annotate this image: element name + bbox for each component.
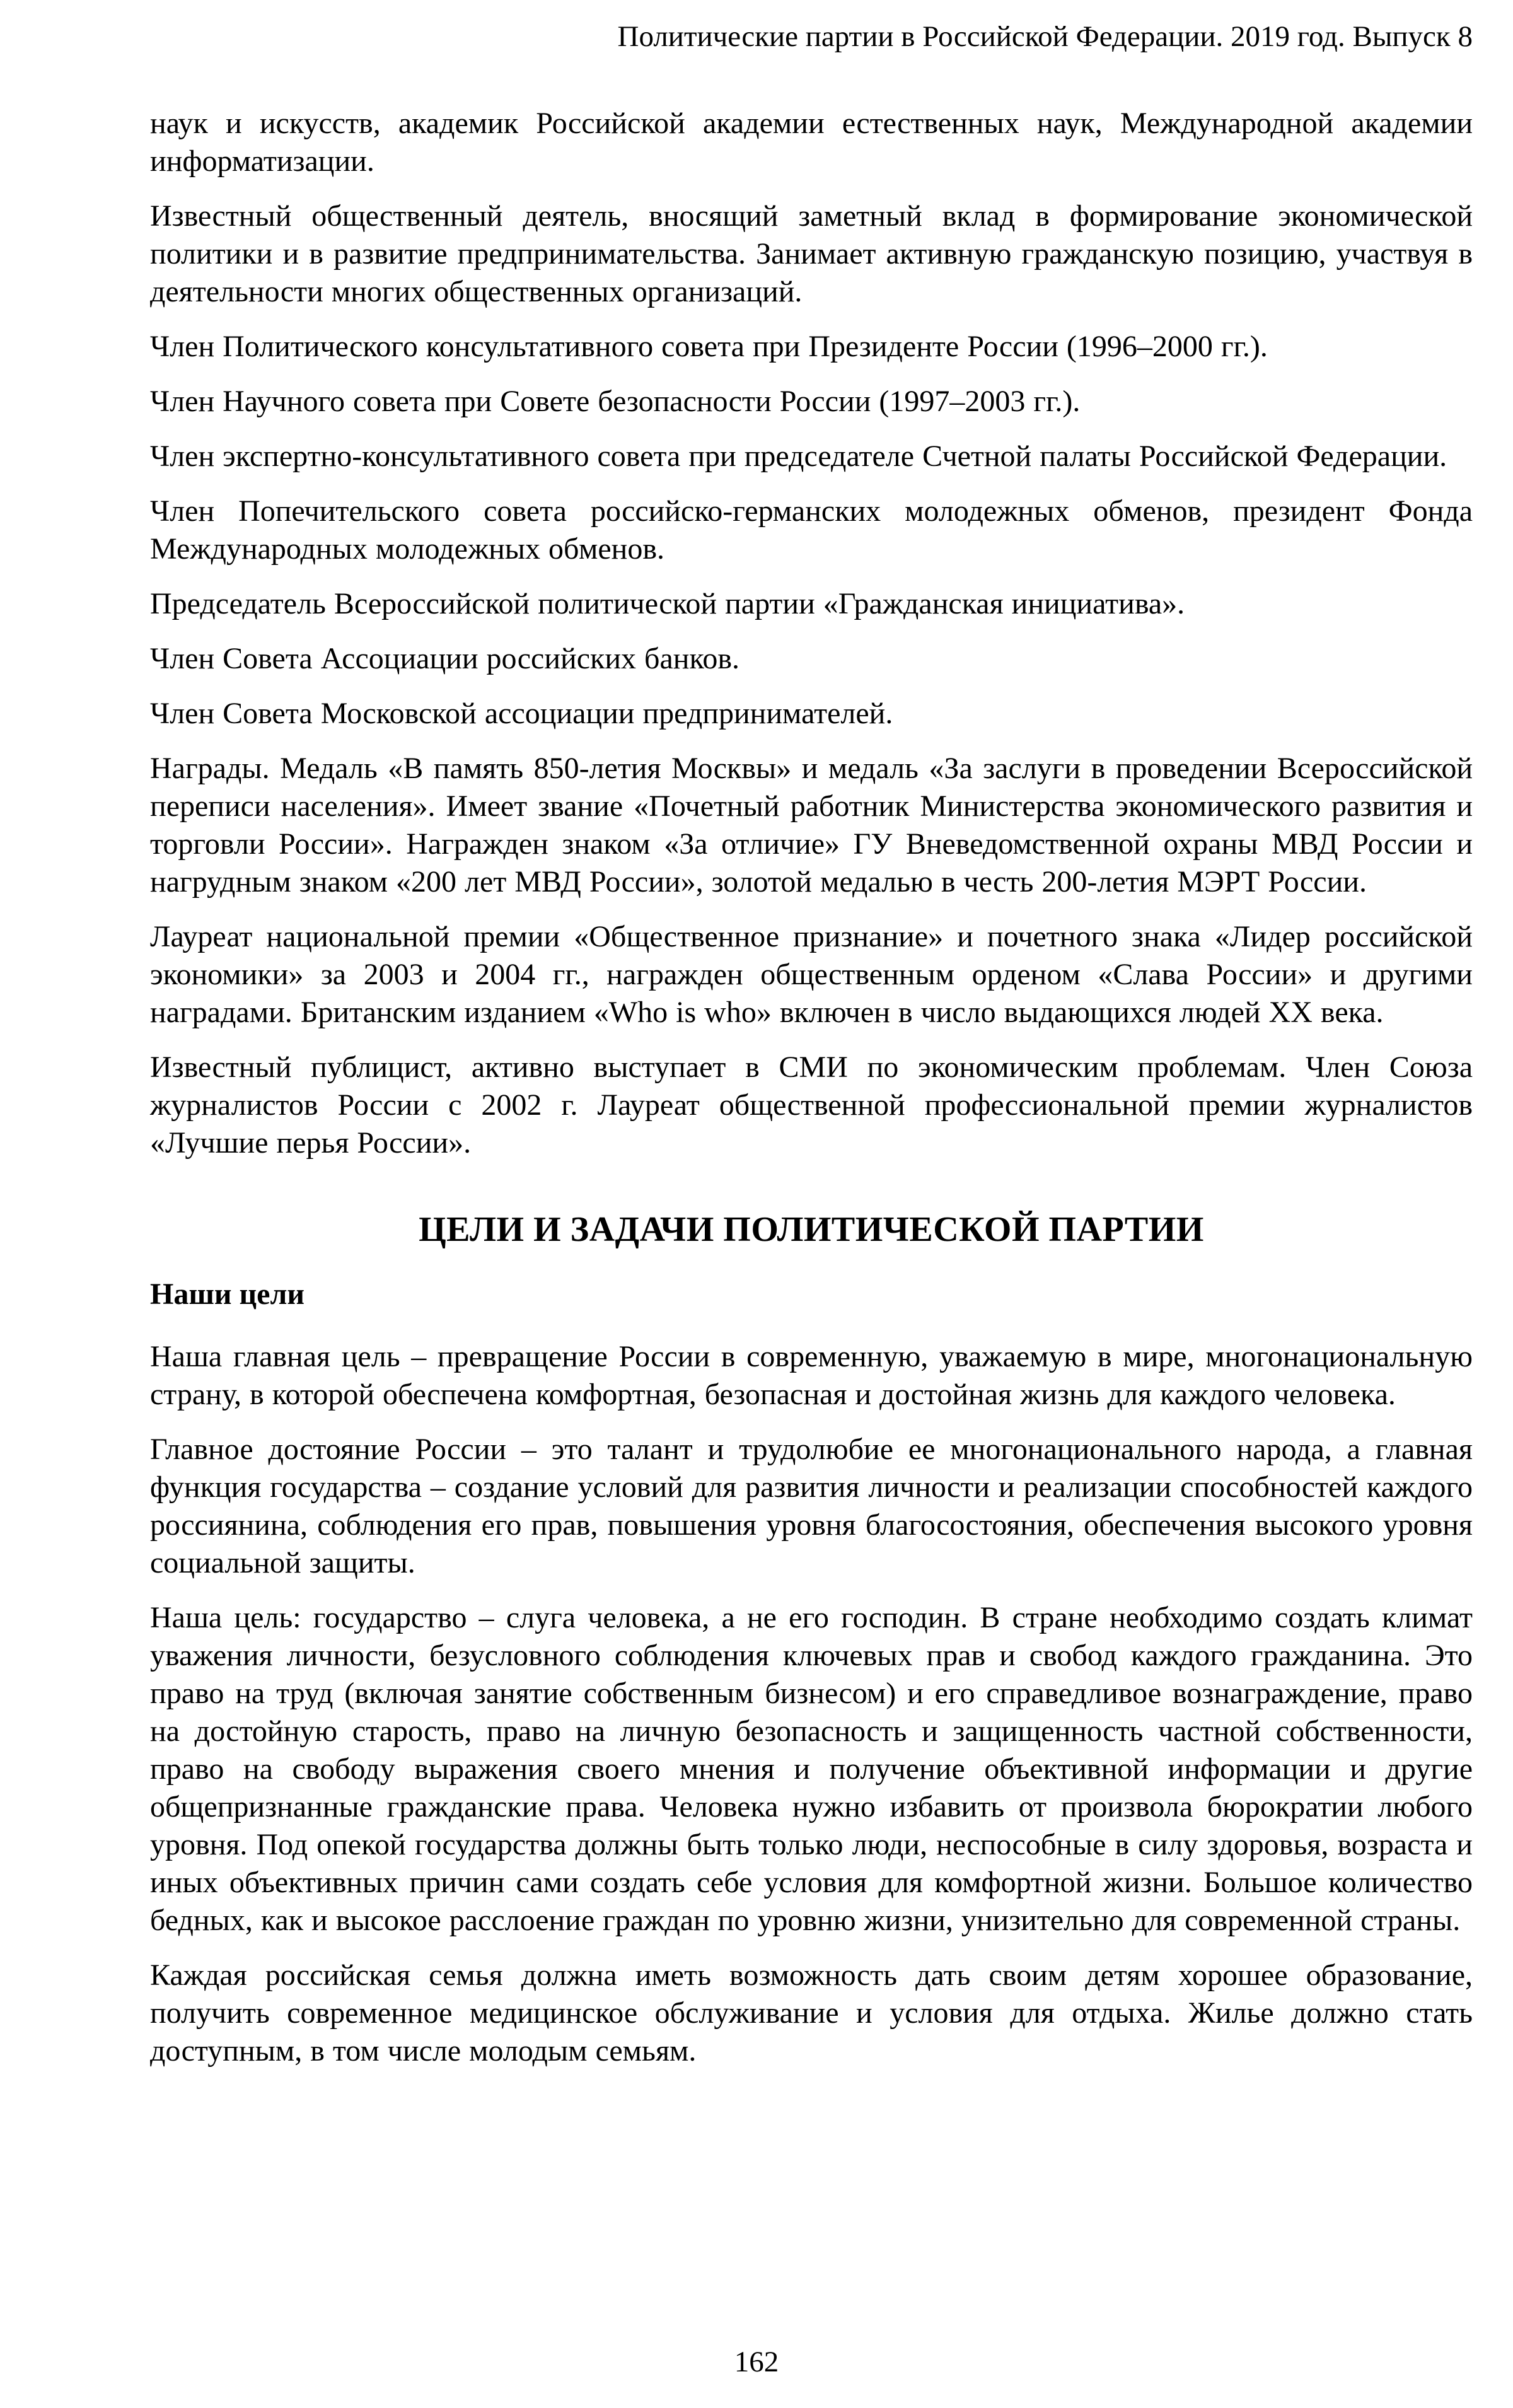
- bio-paragraph: Лауреат национальной премии «Общественное признание» и почетного знака «Лидер российской экономики» за 2003 и 2004 гг., награжден общественным орденом «Слава России» и другими наградами. Британским изданием «Who is who» включен в число выдающихся людей XX века.: [150, 920, 1473, 1029]
- bio-paragraph: Член экспертно-консультативного совета при председателе Счетной палаты Российской Федерации.: [150, 439, 1447, 473]
- section-heading: ЦЕЛИ И ЗАДАЧИ ПОЛИТИЧЕСКОЙ ПАРТИИ: [419, 1210, 1204, 1249]
- bio-paragraph: Член Научного совета при Совете безопасности России (1997–2003 гг.).: [150, 385, 1081, 418]
- goals-paragraph: Наша главная цель – превращение России в современную, уважаемую в мире, многонациональную страну, в которой обеспечена комфортная, безопасная и достойная жизнь для каждого человека.: [150, 1340, 1473, 1412]
- bio-paragraph: наук и искусств, академик Российской академии естественных наук, Международной академии информатизации.: [150, 107, 1473, 178]
- bio-paragraph: Известный публицист, активно выступает в СМИ по экономическим проблемам. Член Союза журналистов России с 2002 г. Лауреат общественной профессиональной премии журналистов «Лучшие перья России».: [150, 1050, 1473, 1160]
- bio-paragraph: Председатель Всероссийской политической партии «Гражданская инициатива».: [150, 587, 1185, 620]
- biography-section: [150, 105, 1473, 1162]
- goals-paragraph: Каждая российская семья должна иметь возможность дать своим детям хорошее образование, получить современное медицинское обслуживание и условия для отдыха. Жилье должно стать доступным, в том числе молодым семьям.: [150, 1958, 1473, 2068]
- bio-paragraph: Член Попечительского совета российско-германских молодежных обменов, президент Фонда Международных молодежных обменов.: [150, 494, 1473, 566]
- bio-paragraph: Член Политического консультативного совета при Президенте России (1996–2000 гг.).: [150, 330, 1268, 363]
- text-column: [150, 0, 1473, 2070]
- page-number: 162: [734, 2346, 779, 2378]
- bio-paragraph: Награды. Медаль «В память 850-летия Москвы» и медаль «За заслуги в проведении Всероссийской переписи населения». Имеет звание «Почетный работник Министерства экономического развития и торговли России». Награжден знаком «За отличие» ГУ Вневедомственной охраны МВД России и нагрудным знаком «200 лет МВД России», золотой медалью в честь 200-летия МЭРТ России.: [150, 752, 1473, 899]
- running-header: Политические партии в Российской Федерации. 2019 год. Выпуск 8: [617, 20, 1473, 53]
- goals-paragraph: Главное достояние России – это талант и трудолюбие ее многонационального народа, а главная функция государства – создание условий для развития личности и реализации способностей каждого россиянина, соблюдения его прав, повышения уровня благосостояния, обеспечения высокого уровня социальной защиты.: [150, 1433, 1473, 1580]
- section-subheading: Наши цели: [150, 1277, 305, 1311]
- goals-section: [150, 1207, 1473, 2070]
- bio-paragraph: Известный общественный деятель, вносящий заметный вклад в формирование экономической политики и в развитие предпринимательства. Занимает активную гражданскую позицию, участвуя в деятельности многих общественных организаций.: [150, 199, 1473, 308]
- goals-paragraph: Наша цель: государство – слуга человека, а не его господин. В стране необходимо создать климат уважения личности, безусловного соблюдения ключевых прав и свобод каждого гражданина. Это право на труд (включая занятие собственным бизнесом) и его справедливое вознаграждение, право на достойную старость, право на личную безопасность и защищенность частной собственности, право на свободу выражения своего мнения и получение объективной информации и другие общепризнанные гражданские права. Человека нужно избавить от произвола бюрократии любого уровня. Под опекой государства должны быть только люди, неспособные в силу здоровья, возраста и иных объективных причин сами создать себе условия для комфортной жизни. Большое количество бедных, как и высокое расслоение граждан по уровню жизни, унизительно для современной страны.: [150, 1601, 1473, 1938]
- bio-paragraph: Член Совета Ассоциации российских банков.: [150, 642, 739, 675]
- bio-paragraph: Член Совета Московской ассоциации предпринимателей.: [150, 697, 893, 730]
